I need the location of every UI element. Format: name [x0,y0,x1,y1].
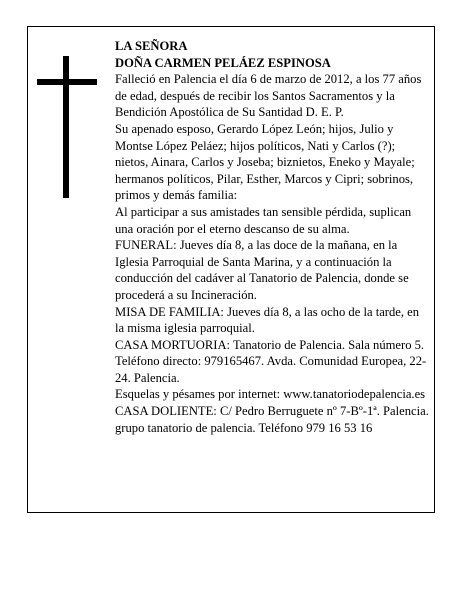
notice-paragraph-mortuary: CASA MORTUORIA: Tanatorio de Palencia. Sala número 5. Teléfono directo: 979165467. Avda. Comunidad Europea, 22-24. Palencia. [115,337,427,385]
notice-paragraph-family: Su apenado esposo, Gerardo López León; hijos, Julio y Montse López Peláez; hijos políticos, Nati y Carlos (?); nietos, Ainara, Carlos y Joseba; biznietos, Eneko y Mayale; hermanos políticos, Pilar, Esther, Marcos y Cipri; sobrinos, primos y demás familia: [115,121,415,203]
notice-paragraph-contact: grupo tanatorio de palencia. Teléfono 979 16 53 16 [115,420,373,435]
notice-paragraph-internet: Esquelas y pésames por internet: www.tanatoriodepalencia.es [115,387,426,402]
notice-text [115,38,431,436]
notice-paragraph-prayer: Al participar a sus amistades tan sensible pérdida, suplican una oración por el eterno descanso de su alma. [115,204,412,236]
notice-title-line2: DOÑA CARMEN PELÁEZ ESPINOSA [115,55,331,70]
notice-paragraph-funeral: FUNERAL: Jueves día 8, a las doce de la mañana, en la Iglesia Parroquial de Santa Marina, y a continuación la conducción del cadáver al Tanatorio de Palencia, donde se procederá a su Incineración. [115,238,409,302]
cross-horizontal-bar [37,79,97,85]
notice-paragraph-mass: MISA DE FAMILIA: Jueves día 8, a las ocho de la tarde, en la misma iglesia parroquial. [115,304,420,336]
notice-paragraph-death: Falleció en Palencia el día 6 de marzo de 2012, a los 77 años de edad, después de recibir los Santos Sacramentos y la Bendición Apostólica de Su Santidad D. E. P. [115,72,422,120]
cross-vertical-bar [63,56,69,198]
notice-paragraph-grieving-home: CASA DOLIENTE: C/ Pedro Berruguete nº 7-Bº-1ª. Palencia. [115,404,429,419]
notice-title-line1: LA SEÑORA [115,39,188,53]
